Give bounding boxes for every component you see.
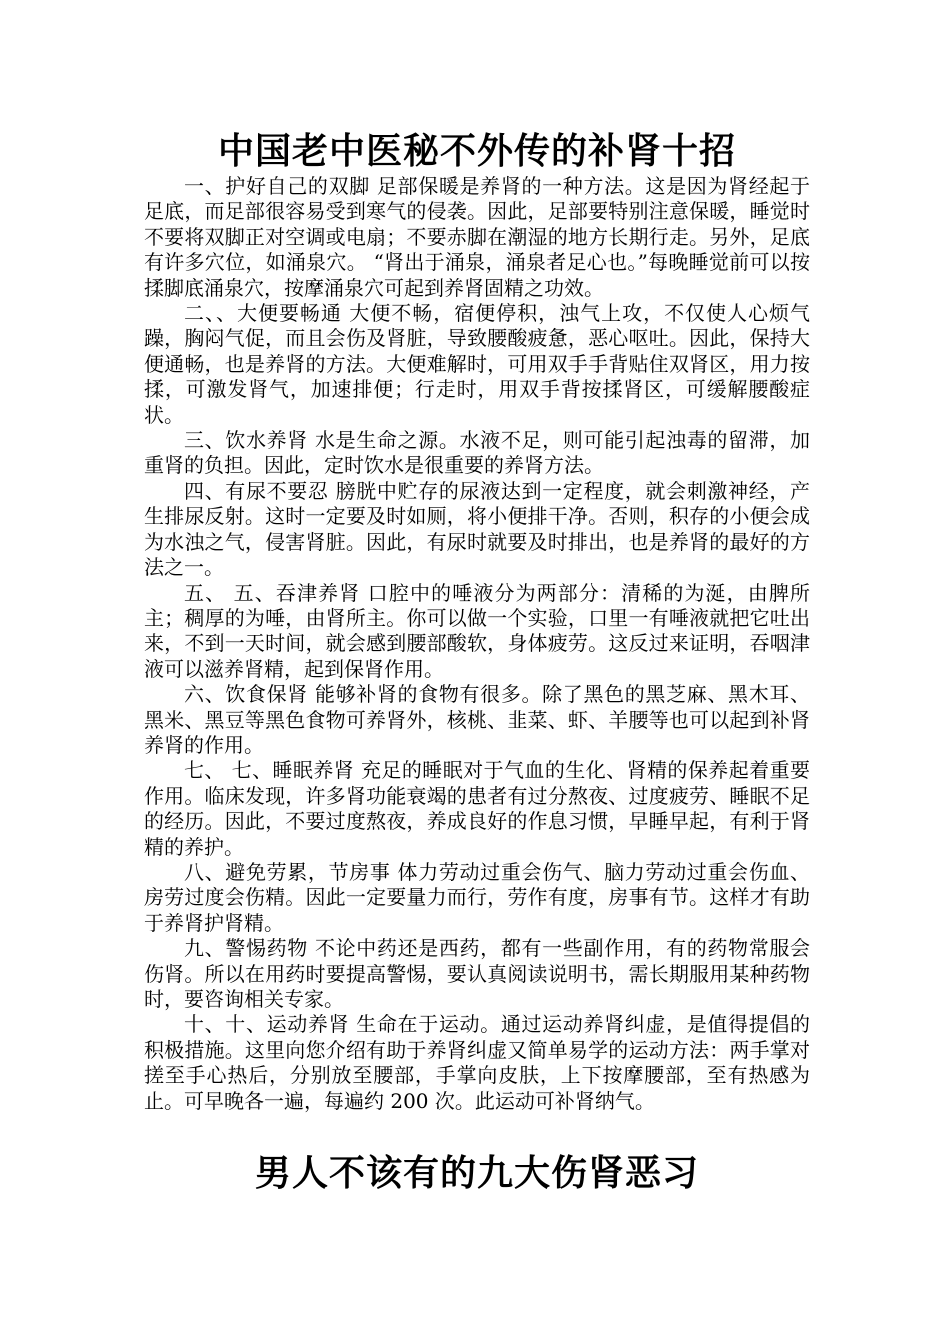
paragraph-3: 三、饮水养肾 水是生命之源。水液不足，则可能引起浊毒的留滞，加重肾的负担。因此，定时饮水是很重要的养肾方法。 xyxy=(144,428,810,478)
document-page xyxy=(144,128,810,1196)
document-title: 中国老中医秘不外传的补肾十招 xyxy=(217,130,736,172)
paragraph-4: 四、有尿不要忍 膀胱中贮存的尿液达到一定程度，就会刺激神经，产生排尿反射。这时一定要及时如厕，将小便排干净。否则，积存的小便会成为水浊之气，侵害肾脏。因此，有尿时就要及时排出，也是养肾的最好的方法之一。 xyxy=(144,478,810,580)
paragraph-6: 六、饮食保肾 能够补肾的食物有很多。除了黑色的黑芝麻、黑木耳、黑米、黑豆等黑色食物可养肾外，核桃、韭菜、虾、羊腰等也可以起到补肾养肾的作用。 xyxy=(144,682,810,757)
paragraph-10: 十、十、运动养肾 生命在于运动。通过运动养肾纠虚，是值得提倡的积极措施。这里向您介绍有助于养肾纠虚又简单易学的运动方法：两手掌对搓至手心热后，分别放至腰部，手掌向皮肤，上下按摩腰部，至有热感为止。可早晚各一遍，每遍约 200 次。此运动可补肾纳气。 xyxy=(144,1012,810,1113)
paragraph-5: 五、 五、吞津养肾 口腔中的唾液分为两部分：清稀的为涎，由脾所主；稠厚的为唾，由肾所主。你可以做一个实验，口里一有唾液就把它吐出来，不到一天时间，就会感到腰部酸软，身体疲劳。这反过来证明，吞咽津液可以滋养肾精，起到保肾作用。 xyxy=(144,580,810,681)
paragraph-2: 二、、大便要畅通 大便不畅，宿便停积，浊气上攻，不仅使人心烦气躁，胸闷气促，而且会伤及肾脏，导致腰酸疲惫，恶心呕吐。因此，保持大便通畅，也是养肾的方法。大便难解时，可用双手手背贴住双肾区，用力按揉，可激发肾气，加速排便；行走时，用双手背按揉肾区，可缓解腰酸症状。 xyxy=(144,301,810,427)
paragraph-8: 八、避免劳累，节房事 体力劳动过重会伤气、脑力劳动过重会伤血、房劳过度会伤精。因此一定要量力而行，劳作有度，房事有节。这样才有助于养肾护肾精。 xyxy=(144,859,810,935)
section-title: 男人不该有的九大伤肾恶习 xyxy=(254,1152,699,1195)
paragraph-9: 九、警惕药物 不论中药还是西药，都有一些副作用，有的药物常服会伤肾。所以在用药时要提高警惕，要认真阅读说明书，需长期服用某种药物时，要咨询相关专家。 xyxy=(144,936,810,1011)
paragraph-7: 七、 七、睡眠养肾 充足的睡眠对于气血的生化、肾精的保养起着重要作用。临床发现，许多肾功能衰竭的患者有过分熬夜、过度疲劳、睡眠不足的经历。因此，不要过度熬夜，养成良好的作息习惯，早睡早起，有利于肾精的养护。 xyxy=(144,758,810,859)
paragraph-1: 一、护好自己的双脚 足部保暖是养肾的一种方法。这是因为肾经起于足底，而足部很容易受到寒气的侵袭。因此，足部要特别注意保暖，睡觉时不要将双脚正对空调或电扇；不要赤脚在潮湿的地方长期行走。另外，足底有许多穴位，如涌泉穴。 “肾出于涌泉，涌泉者足心也。”每晚睡觉前可以按揉脚底涌泉穴，按摩涌泉穴可起到养肾固精之功效。 xyxy=(144,174,810,300)
